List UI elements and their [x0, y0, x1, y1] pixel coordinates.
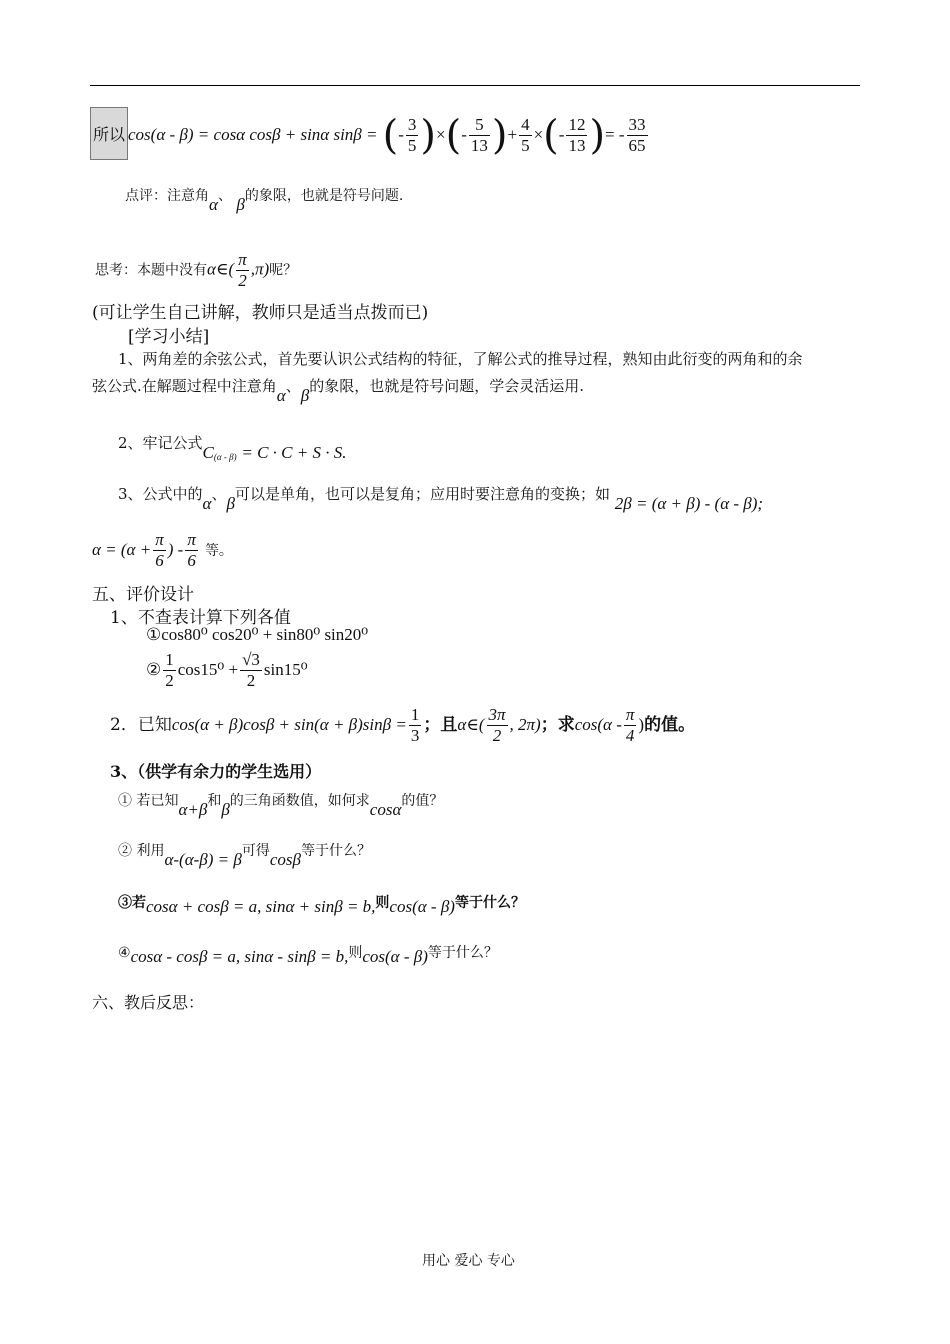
q3-item-3: ③若cosα + cosβ = a, sinα + sinβ = b,则cos(α - β)等于什么？: [118, 895, 525, 916]
summary-item-1a: 1、两角差的余弦公式，首先要认识公式结构的特征，了解公式的推导过程，熟知由此衍变的两角和的余: [118, 350, 803, 368]
q3-item-4: ④cosα - cosβ = a, sinα - sinβ = b,则cos(α - β)等于什么？: [118, 945, 498, 966]
q3-title: 3、（供学有余力的学生选用）: [110, 762, 322, 781]
cos-difference-expansion: cos(α - β) = cosα cosβ + sinα sinβ =: [128, 125, 378, 144]
teacher-hint: (可让学生自己讲解，教师只是适当点拨而已): [92, 303, 429, 323]
summary-item-2: 2、牢记公式$C_{(\alpha - \beta)} = C \cdot C + S \cdot S$.: [118, 434, 347, 462]
fraction: $\frac{3}{5}$: [407, 115, 417, 155]
q3-item-1: ① 若已知α+β和β的三角函数值，如何求cosα的值？: [118, 793, 444, 819]
section-5-heading: 五、评价设计: [92, 585, 194, 605]
paren: (: [382, 112, 399, 159]
comment-line: 点评：注意角α、 β的象限，也就是符号问题.: [125, 188, 404, 214]
worked-result-line: 所以 cos(α - β) = cosα cosβ + sinα sinβ = (- $\frac{3}{5}$ )×(- $\frac{5}{13}$ )+ $\frac{4}{5}$ ×(- $\frac{12}{13}$ )= - $\frac{33}{65}$: [90, 107, 650, 160]
fraction: $\frac{12}{13}$: [568, 115, 586, 155]
think-line: 思考：本题中没有α∈( $\frac{\pi}{2}$ ,π)呢？: [95, 250, 298, 290]
q3-item-2: ② 利用α-(α-β) = β可得cosβ等于什么？: [118, 843, 371, 869]
summary-item-3: 3、公式中的α、β可以是单角，也可以是复角；应用时要注意角的变换；如 2β = (α + β) - (α - β);: [118, 485, 764, 513]
summary-item-1b: 弦公式.在解题过程中注意角α、β的象限，也就是符号问题，学会灵活运用.: [92, 377, 584, 405]
q1-item-1: ①cos80⁰ cos20⁰ + sin80⁰ sin20⁰: [146, 625, 369, 645]
q1-item-2: ② $\frac{1}{2}$ cos15⁰ + $\frac{√3}{2}$ sin15⁰: [146, 650, 308, 690]
page-footer: 用心 爱心 专心: [422, 1253, 515, 1269]
so-label: 所以: [90, 107, 128, 160]
summary-title: [学习小结]: [128, 327, 210, 347]
fraction: $\frac{5}{13}$: [470, 115, 488, 155]
q2-line: 2．已知cos(α + β)cosβ + sin(α + β)sinβ = $\frac{1}{3}$ ；且α∈( $\frac{3\pi}{2}$ , 2π)；求cos(α - $\frac{\pi}{4}$ )的值。: [110, 705, 696, 745]
summary-item-3-line2: α = (α + $\frac{\pi}{6}$ ) - $\frac{\pi}{6}$ 等。: [92, 530, 233, 570]
fraction: $\frac{4}{5}$: [521, 115, 530, 155]
section-6-heading: 六、教后反思：: [92, 993, 205, 1012]
header-rule: [90, 85, 860, 86]
result-fraction: $\frac{33}{65}$: [628, 115, 646, 155]
q1-title: 1、不查表计算下列各值: [110, 608, 291, 628]
